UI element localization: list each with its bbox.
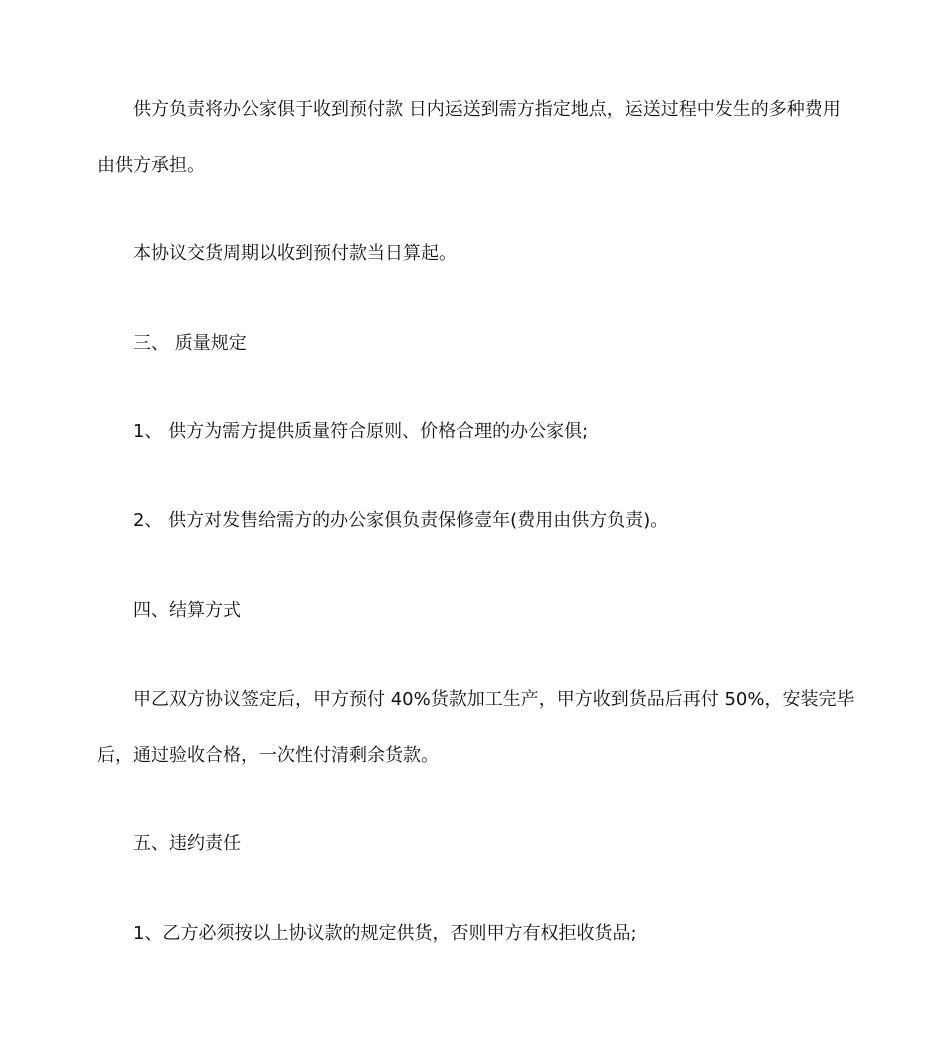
paragraph-delivery-period: 本协议交货周期以收到预付款当日算起。 bbox=[133, 243, 457, 264]
paragraph-settlement-line1: 甲乙双方协议签定后，甲方预付 40%货款加工生产，甲方收到货品后再付 50%，安装完毕 bbox=[133, 689, 855, 710]
section-heading-quality: 三、 质量规定 bbox=[133, 333, 247, 354]
section-heading-liability: 五、违约责任 bbox=[133, 833, 241, 854]
paragraph-delivery-line2: 由供方承担。 bbox=[97, 155, 205, 176]
paragraph-delivery-line1: 供方负责将办公家俱于收到预付款 日内运送到需方指定地点，运送过程中发生的多种费用 bbox=[133, 99, 841, 120]
paragraph-settlement-line2: 后，通过验收合格，一次性付清剩余货款。 bbox=[97, 745, 439, 766]
quality-item-2: 2、 供方对发售给需方的办公家俱负责保修壹年(费用由供方负责)。 bbox=[133, 510, 669, 531]
section-heading-settlement: 四、结算方式 bbox=[133, 600, 241, 621]
quality-item-1: 1、 供方为需方提供质量符合原则、价格合理的办公家俱; bbox=[133, 421, 589, 442]
liability-item-1: 1、乙方必须按以上协议款的规定供货，否则甲方有权拒收货品; bbox=[133, 923, 637, 944]
